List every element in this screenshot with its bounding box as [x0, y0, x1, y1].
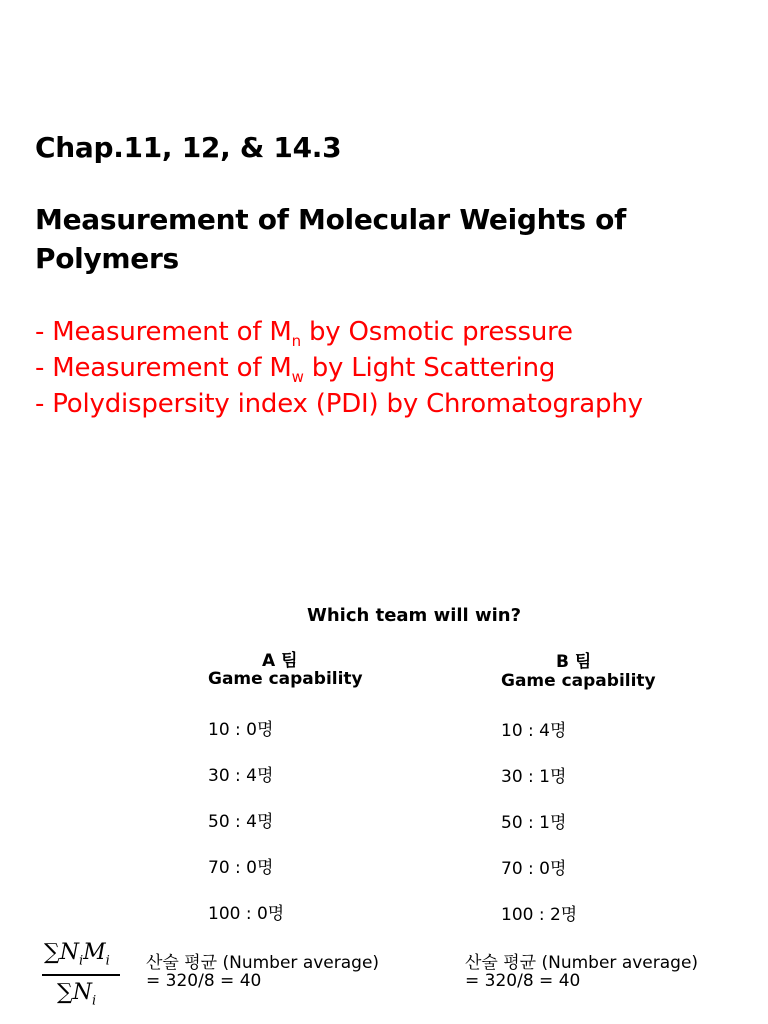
team-a-avg-label: 산술 평균 (Number average) [146, 953, 380, 973]
topic-polydispersity: - Polydispersity index (PDI) by Chromatography [35, 389, 643, 419]
team-a-label: Game capability [208, 669, 363, 689]
team-b-label: Game capability [501, 671, 656, 691]
team-a-row: 50 : 4명 [208, 812, 274, 832]
team-b-row: 10 : 4명 [501, 721, 567, 741]
team-a-row: 30 : 4명 [208, 766, 274, 786]
question-heading: Which team will win? [307, 605, 522, 626]
topic-osmotic-pressure: - Measurement of $M_n$ by Osmotic pressure [35, 317, 573, 350]
team-a-row: 10 : 0명 [208, 720, 274, 740]
team-b-row: 30 : 1명 [501, 767, 567, 787]
team-a-name: A 팀 [262, 651, 298, 671]
formula-denominator: $\sum N_i$ [57, 980, 97, 1009]
team-b-row: 70 : 0명 [501, 859, 567, 879]
team-b-row: 50 : 1명 [501, 813, 567, 833]
fraction-bar [42, 974, 120, 976]
team-b-avg-value: = 320/8 = 40 [465, 971, 581, 991]
team-a-avg-value: = 320/8 = 40 [146, 971, 262, 991]
topic-light-scattering: - Measurement of $M_w$ by Light Scattering [35, 353, 556, 386]
team-a-row: 70 : 0명 [208, 858, 274, 878]
team-b-avg-label: 산술 평균 (Number average) [465, 953, 699, 973]
main-title-line2: Polymers [35, 242, 179, 275]
team-b-row: 100 : 2명 [501, 905, 578, 925]
main-title-line1: Measurement of Molecular Weights of [35, 203, 626, 236]
chapter-title: Chap.11, 12, & 14.3 [35, 131, 342, 164]
team-b-name: B 팀 [556, 652, 592, 672]
team-a-row: 100 : 0명 [208, 904, 285, 924]
formula-numerator: $\sum N_iM_i$ [44, 940, 110, 969]
